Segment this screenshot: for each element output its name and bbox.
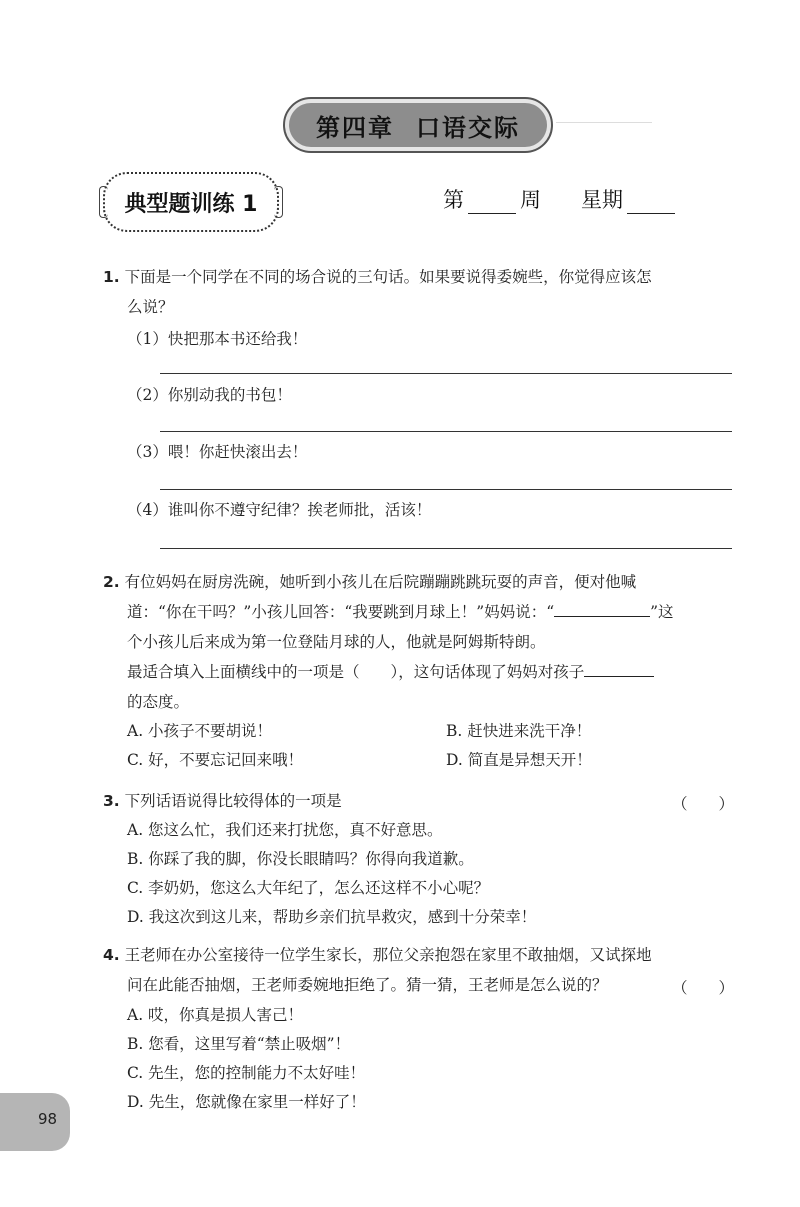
- q1-item-4: （4）谁叫你不遵守纪律？挨老师批，活该！: [127, 501, 432, 519]
- q2-line3: 个小孩儿后来成为第一位登陆月球的人，他就是阿姆斯特朗。: [127, 633, 546, 651]
- q1-item-3: （3）喂！你赶快滚出去！: [127, 443, 308, 461]
- q2-option-b[interactable]: B. 赶快进来洗干净！: [446, 722, 592, 740]
- chapter-title: 第四章 口语交际: [316, 113, 520, 142]
- page-number-tab: [0, 1093, 70, 1151]
- q4-answer-paren[interactable]: （ ）: [672, 979, 735, 997]
- q1-answer-line-2[interactable]: [160, 431, 732, 432]
- q1-answer-line-3[interactable]: [160, 489, 732, 490]
- q3-option-b[interactable]: B. 你踩了我的脚，你没长眼睛吗？你得向我道歉。: [127, 850, 474, 868]
- banner-decoration: [556, 122, 652, 131]
- q3-option-a[interactable]: A. 您这么忙，我们还来打扰您，真不好意思。: [127, 821, 443, 839]
- q2-option-d[interactable]: D. 简直是异想天开！: [446, 751, 592, 769]
- q1-answer-line-1[interactable]: [160, 373, 732, 374]
- q4-line1: 4. 王老师在办公室接待一位学生家长，那位父亲抱怨在家里不敢抽烟，又试探地: [103, 946, 652, 964]
- q1-stem-line1: 1. 下面是一个同学在不同的场合说的三句话。如果要说得委婉些，你觉得应该怎: [103, 268, 652, 286]
- q2-option-c[interactable]: C. 好，不要忘记回来哦！: [127, 751, 304, 769]
- page-number: 98: [38, 1110, 58, 1128]
- chapter-banner: [283, 97, 553, 153]
- q1-item-1: （1）快把那本书还给我！: [127, 330, 308, 348]
- section-tag: 典型题训练 1: [103, 172, 279, 232]
- weekday-blank[interactable]: [627, 191, 675, 214]
- q3-answer-paren[interactable]: （ ）: [672, 795, 735, 813]
- q2-line5: 的态度。: [127, 693, 190, 711]
- q1-item-2: （2）你别动我的书包！: [127, 386, 292, 404]
- q4-option-b[interactable]: B. 您看，这里写着“禁止吸烟”！: [127, 1035, 351, 1053]
- week-blank[interactable]: [468, 191, 516, 214]
- q4-line2: 问在此能否抽烟，王老师委婉地拒绝了。猜一猜，王老师是怎么说的？: [127, 976, 608, 994]
- q1-stem-line2: 么说？: [127, 298, 174, 316]
- q1-answer-line-4[interactable]: [160, 548, 732, 549]
- q3-option-d[interactable]: D. 我这次到这儿来，帮助乡亲们抗旱救灾，感到十分荣幸！: [127, 908, 537, 926]
- q4-option-d[interactable]: D. 先生，您就像在家里一样好了！: [127, 1093, 366, 1111]
- q2-line2: 道：“你在干吗？”小孩儿回答：“我要跳到月球上！”妈妈说：“ ”这: [127, 597, 674, 627]
- week-fill-line: 第 周 星期: [443, 184, 675, 214]
- q2-option-a[interactable]: A. 小孩子不要胡说！: [127, 722, 273, 740]
- q2-attitude-blank[interactable]: [584, 658, 654, 677]
- q4-option-c[interactable]: C. 先生，您的控制能力不太好哇！: [127, 1064, 366, 1082]
- q2-quote-blank[interactable]: [554, 598, 650, 617]
- q4-option-a[interactable]: A. 哎，你真是损人害己！: [127, 1006, 304, 1024]
- q2-line4: 最适合填入上面横线中的一项是（ ），这句话体现了妈妈对孩子: [127, 657, 654, 687]
- q3-option-c[interactable]: C. 李奶奶，您这么大年纪了，怎么还这样不小心呢？: [127, 879, 490, 897]
- q3-stem: 3. 下列话语说得比较得体的一项是: [103, 792, 342, 810]
- q2-line1: 2. 有位妈妈在厨房洗碗，她听到小孩儿在后院蹦蹦跳跳玩耍的声音，便对他喊: [103, 573, 637, 591]
